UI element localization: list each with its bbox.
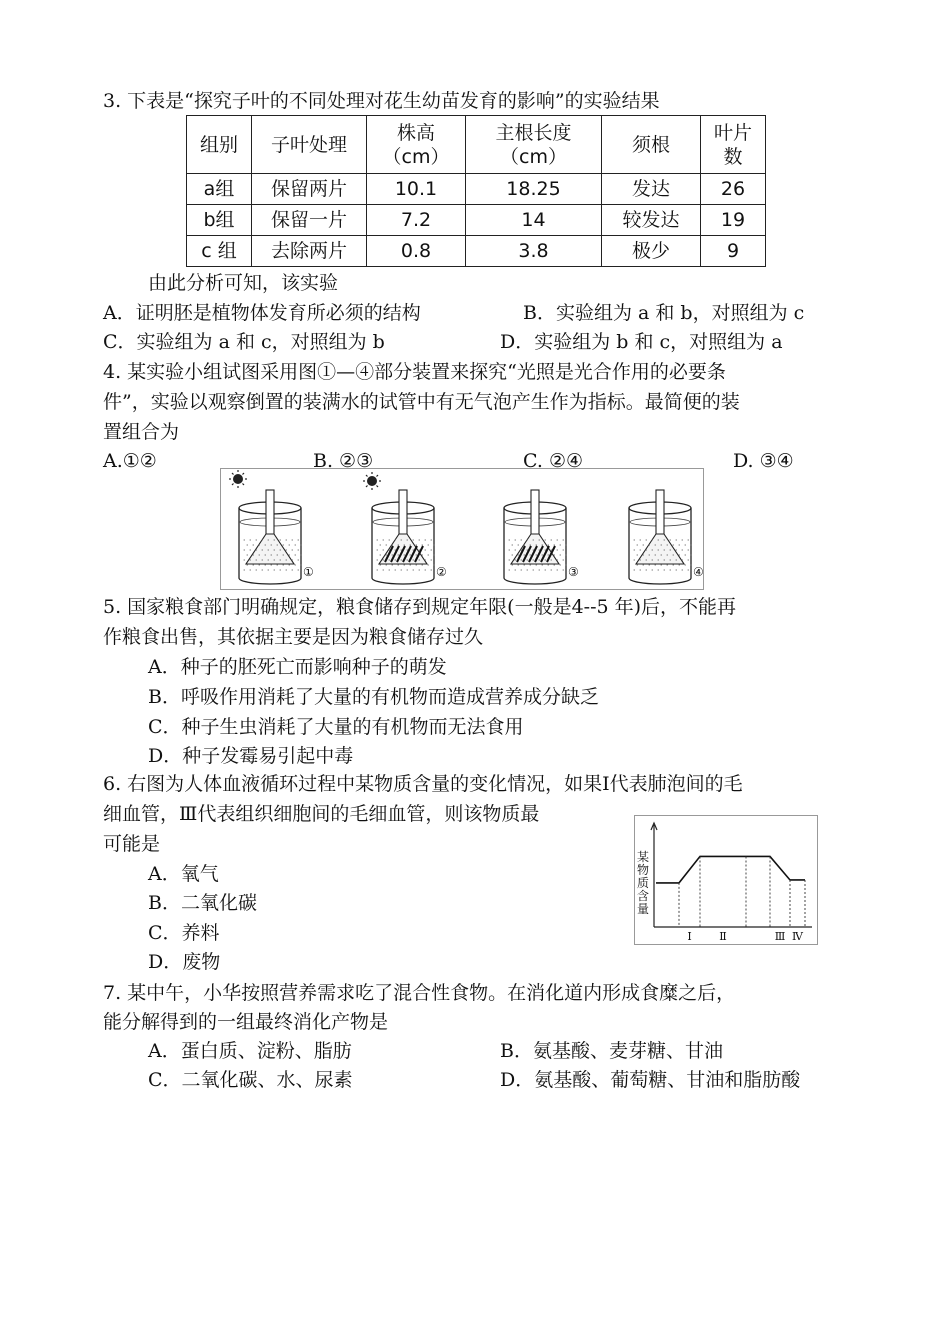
table-header: 叶片 数: [701, 116, 766, 174]
q6-stem-line1: 6. 右图为人体血液循环过程中某物质含量的变化情况，如果Ⅰ代表肺泡间的毛: [103, 773, 743, 795]
q6-option-d: D．废物: [148, 951, 221, 973]
beaker-apparatus: [372, 490, 447, 584]
q6-option-b: B．二氧化碳: [148, 892, 257, 914]
table-cell: 较发达: [602, 205, 701, 236]
table-row: [187, 174, 766, 205]
table-cell: 去除两片: [252, 236, 367, 267]
q4-stem-line2: 件”，实验以观察倒置的装满水的试管中有无气泡产生作为指标。最简便的装: [103, 391, 740, 413]
x-tick-label: Ⅰ: [687, 930, 692, 943]
y-axis-label: [637, 850, 649, 916]
table-header: 主根长度 （cm）: [466, 116, 602, 174]
svg-text:含: 含: [637, 889, 650, 903]
table-cell: a组: [187, 174, 252, 205]
q7-stem-line1: 7. 某中午，小华按照营养需求吃了混合性食物。在消化道内形成食糜之后，: [103, 982, 736, 1004]
q4-stem-line1: 4. 某实验小组试图采用图①—④部分装置来探究“光照是光合作用的必要条: [103, 361, 726, 383]
q5-option-c: C．种子生虫消耗了大量的有机物而无法食用: [148, 716, 524, 738]
figure-number-label: ③: [568, 565, 579, 579]
table-cell: 保留两片: [252, 174, 367, 205]
q3-result-table: [186, 115, 766, 267]
q3-option-b: B．实验组为 a 和 b，对照组为 c: [523, 302, 805, 324]
q4-option-a: A.①②: [103, 450, 157, 472]
q6-option-c: C．养料: [148, 922, 220, 944]
table-cell: b组: [187, 205, 252, 236]
table-cell: 18.25: [466, 174, 602, 205]
svg-text:质: 质: [637, 876, 650, 890]
q4-option-c: C. ②④: [523, 450, 584, 472]
beaker-apparatus: [239, 490, 314, 584]
q7-option-d: D．氨基酸、葡萄糖、甘油和脂肪酸: [500, 1069, 801, 1091]
q3-option-d: D．实验组为 b 和 c，对照组为 a: [500, 331, 783, 353]
q3-follow-text: 由此分析可知，该实验: [148, 272, 339, 294]
q6-option-a: A．氧气: [148, 863, 219, 885]
q4-option-d: D. ③④: [733, 450, 794, 472]
x-tick-label: Ⅲ: [774, 930, 786, 943]
svg-text:物: 物: [637, 863, 650, 877]
apparatus-figure: [220, 468, 704, 590]
figure-number-label: ④: [693, 565, 704, 579]
substance-content-graph: [634, 815, 818, 945]
q3-stem: 3. 下表是“探究子叶的不同处理对花生幼苗发育的影响”的实验结果: [103, 90, 660, 112]
q5-stem-line1: 5. 国家粮食部门明确规定，粮食储存到规定年限(一般是4--5 年)后，不能再: [103, 596, 737, 618]
svg-text:量: 量: [637, 902, 650, 916]
table-row: [187, 205, 766, 236]
table-cell: 9: [701, 236, 766, 267]
svg-text:某: 某: [637, 850, 650, 864]
q6-stem-line2: 细血管，Ⅲ代表组织细胞间的毛细血管，则该物质最: [103, 803, 540, 825]
sun-icon: [229, 470, 247, 488]
table-cell: 3.8: [466, 236, 602, 267]
table-cell: 极少: [602, 236, 701, 267]
beaker-apparatus: [504, 490, 579, 584]
table-header: 组别: [187, 116, 252, 174]
q3-option-c: C．实验组为 a 和 c，对照组为 b: [103, 331, 385, 353]
figure-number-label: ②: [436, 565, 447, 579]
q7-option-b: B．氨基酸、麦芽糖、甘油: [500, 1040, 723, 1062]
table-header: 株高 （cm）: [367, 116, 466, 174]
q3-option-a: A．证明胚是植物体发育所必须的结构: [103, 302, 421, 324]
table-header: 子叶处理: [252, 116, 367, 174]
q5-stem-line2: 作粮食出售，其依据主要是因为粮食储存过久: [103, 626, 484, 648]
q7-stem-line2: 能分解得到的一组最终消化产物是: [103, 1011, 389, 1033]
q4-option-b: B. ②③: [313, 450, 374, 472]
q4-stem-line3: 置组合为: [103, 421, 180, 443]
table-cell: 0.8: [367, 236, 466, 267]
q5-option-a: A．种子的胚死亡而影响种子的萌发: [148, 656, 447, 678]
table-cell: 19: [701, 205, 766, 236]
figure-number-label: ①: [303, 565, 314, 579]
table-header: 须根: [602, 116, 701, 174]
sun-icon: [363, 472, 381, 490]
table-cell: 14: [466, 205, 602, 236]
table-cell: 7.2: [367, 205, 466, 236]
table-cell: 10.1: [367, 174, 466, 205]
x-tick-label: Ⅱ: [719, 930, 727, 943]
x-tick-label: Ⅳ: [792, 930, 803, 943]
content-curve: [656, 856, 805, 882]
q7-option-c: C．二氧化碳、水、尿素: [148, 1069, 353, 1091]
table-row: [187, 236, 766, 267]
table-cell: 26: [701, 174, 766, 205]
table-cell: 保留一片: [252, 205, 367, 236]
beaker-apparatus: [629, 490, 704, 584]
q5-option-b: B．呼吸作用消耗了大量的有机物而造成营养成分缺乏: [148, 686, 599, 708]
table-cell: c 组: [187, 236, 252, 267]
table-cell: 发达: [602, 174, 701, 205]
q7-option-a: A．蛋白质、淀粉、脂肪: [148, 1040, 352, 1062]
q5-option-d: D．种子发霉易引起中毒: [148, 745, 354, 767]
q6-stem-line3: 可能是: [103, 833, 161, 855]
